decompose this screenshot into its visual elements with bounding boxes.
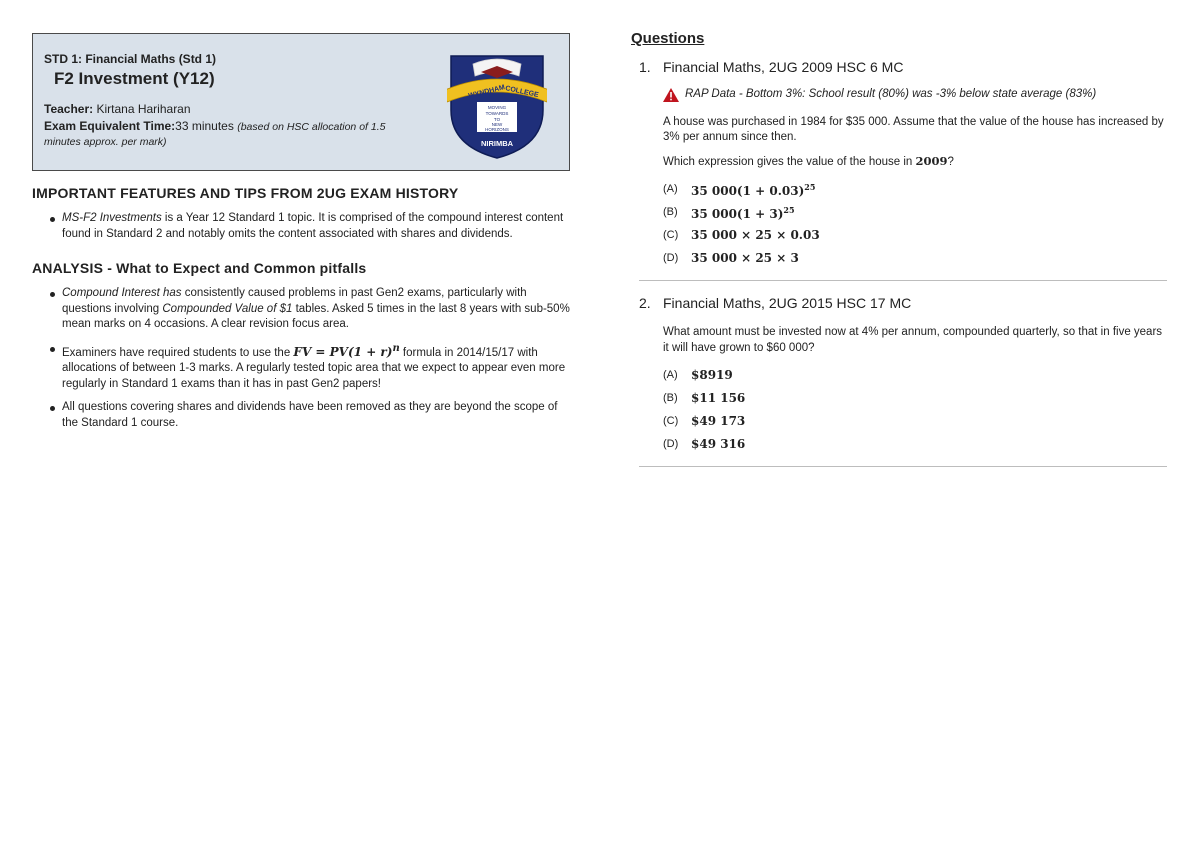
teacher-label: Teacher: xyxy=(44,102,94,116)
logo-motto-line-5: HORIZONS xyxy=(485,127,509,132)
logo-bottom-text: NIRIMBA xyxy=(480,139,514,148)
warning-icon xyxy=(663,88,679,102)
analysis-heading: ANALYSIS - What to Expect and Common pitfalls xyxy=(32,260,367,276)
logo-top-text-2: COLLEGE xyxy=(504,85,540,99)
analysis-list xyxy=(32,286,570,431)
question-2 xyxy=(631,295,1168,467)
features-list xyxy=(32,211,570,242)
college-crest-logo xyxy=(447,50,547,162)
answer-option-a[interactable]: (A) $8919 xyxy=(663,367,733,382)
exam-time-note: (based on HSC allocation of 1.5 minutes approx. per mark) xyxy=(44,121,386,148)
question-1 xyxy=(631,59,1168,281)
exam-time-value: 33 minutes xyxy=(175,119,234,133)
teacher-name: Kirtana Hariharan xyxy=(96,102,191,116)
logo-motto-line-1: MOVING xyxy=(487,105,507,110)
list-item: All questions covering shares and dividends have been removed as they are beyond the scope of the Standard 1 course. xyxy=(32,400,570,431)
rap-warning: RAP Data - Bottom 3%: School result (80%) was -3% below state average (83%) xyxy=(663,87,1168,103)
question-text: What amount must be invested now at 4% per annum, compounded quarterly, so that in five years it will have grown to $60 000? xyxy=(663,326,1163,354)
answer-option-d[interactable]: (D) 35 000 × 25 × 3 xyxy=(663,250,799,265)
list-item: Compound Interest has consistently caused problems in past Gen2 exams, particularly with questions involving Compounded Value of $1 tables. Asked 5 times in the last 8 years with sub-50% mean marks on 4 occasions. A clear revision focus area. xyxy=(32,286,570,333)
question-prompt: Which expression gives the value of the house in 2009? xyxy=(663,153,954,168)
fv-formula: FV = $PV(1 + r)^n$ xyxy=(293,342,400,359)
answer-option-c[interactable]: (C) $49 173 xyxy=(663,413,746,428)
logo-top-text: WYNDHAM xyxy=(467,84,506,100)
answer-option-d[interactable]: (D) $49 316 xyxy=(663,436,746,451)
logo-motto-line-4: NEW xyxy=(491,122,503,127)
divider xyxy=(639,466,1167,467)
answer-option-b[interactable]: (B) 35 $000(1 + 3)^{25}$ xyxy=(663,204,795,221)
question-title: 2. Financial Maths, 2UG 2015 HSC 17 MC xyxy=(639,295,912,311)
answer-option-c[interactable]: (C) 35 000 × 25 × 0.03 xyxy=(663,227,820,242)
answer-option-b[interactable]: (B) $11 156 xyxy=(663,390,746,405)
course-name: STD 1: Financial Maths (Std 1) xyxy=(44,52,217,66)
page-title: F2 Investment (Y12) xyxy=(54,69,215,88)
topic-header-box xyxy=(32,33,570,171)
topic-code: MS-F2 Investments xyxy=(62,212,162,224)
logo-motto-line-2: TOWARDS xyxy=(485,111,509,116)
list-item: Examiners have required students to use the FV = $PV(1 + r)^n$ formula in 2014/15/17 with allocations of between 1-3 marks. A regularly tested topic area that we expect to appear even more regularly in Standard 1 exams than it has in past Gen2 papers! xyxy=(32,341,570,393)
divider xyxy=(639,280,1167,281)
exam-time-label: Exam Equivalent Time: xyxy=(44,119,176,133)
questions-heading: Questions xyxy=(631,30,705,47)
questions-column xyxy=(631,30,1168,467)
logo-motto-line-3: TO xyxy=(493,117,501,122)
list-item: MS-F2 Investments is a Year 12 Standard 1 topic. It is comprised of the compound interest content found in Standard 2 and notably omits the content associated with shares and dividends. xyxy=(32,211,570,242)
answer-option-a[interactable]: (A) 35 $000(1 + 0.03)^{25}$ xyxy=(663,181,816,198)
question-text: A house was purchased in 1984 for $35 000. Assume that the value of the house has increased by 3% per annum since then. xyxy=(663,115,1164,143)
exam-time-line xyxy=(44,119,419,149)
features-heading: IMPORTANT FEATURES AND TIPS FROM 2UG EXAM HISTORY xyxy=(32,185,459,201)
left-column xyxy=(32,33,570,439)
question-title: 1. Financial Maths, 2UG 2009 HSC 6 MC xyxy=(639,59,904,75)
